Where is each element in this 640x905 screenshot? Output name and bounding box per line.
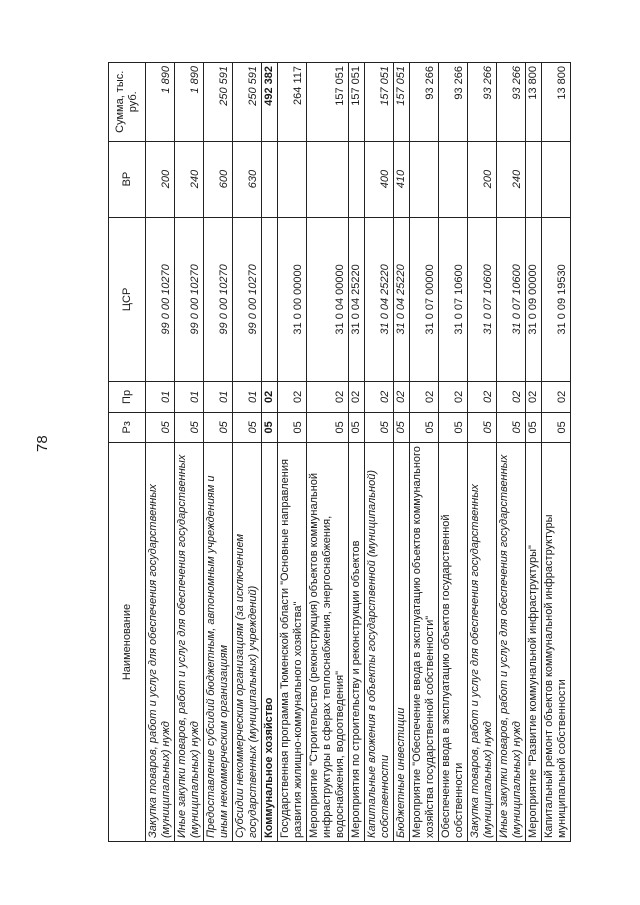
cell-name: Мероприятие "Развитие коммунальной инфраструктуры" xyxy=(526,443,542,842)
cell-rz: 05 xyxy=(526,412,542,442)
cell-pr: 02 xyxy=(439,382,468,412)
cell-name: Закупка товаров, работ и услуг для обеспечения государственных (муниципальных) нужд xyxy=(468,443,497,842)
cell-csr: 31 0 00 00000 xyxy=(278,217,307,382)
cell-name: Мероприятия по строительству и реконструкции объектов xyxy=(349,443,365,842)
cell-csr: 31 0 07 10600 xyxy=(497,217,526,382)
cell-name: Иные закупки товаров, работ и услуг для обеспечения государственных (муниципальных) нужд xyxy=(497,443,526,842)
cell-csr: 31 0 07 00000 xyxy=(410,217,439,382)
cell-sum: 1 890 xyxy=(175,63,204,142)
cell-pr: 02 xyxy=(394,382,410,412)
cell-vr: 240 xyxy=(175,141,204,217)
table-row xyxy=(204,63,233,842)
cell-rz: 05 xyxy=(307,412,349,442)
cell-csr: 31 0 04 25220 xyxy=(349,217,365,382)
cell-pr: 01 xyxy=(146,382,175,412)
cell-name: Бюджетные инвестиции xyxy=(394,443,410,842)
cell-pr: 02 xyxy=(468,382,497,412)
cell-csr: 99 0 00 10270 xyxy=(175,217,204,382)
cell-vr xyxy=(410,141,439,217)
cell-csr: 31 0 04 00000 xyxy=(307,217,349,382)
cell-rz: 05 xyxy=(439,412,468,442)
cell-sum: 157 051 xyxy=(307,63,349,142)
cell-vr: 630 xyxy=(233,141,262,217)
cell-rz: 05 xyxy=(204,412,233,442)
cell-csr: 31 0 04 25220 xyxy=(365,217,394,382)
cell-pr: 02 xyxy=(410,382,439,412)
header-vr: ВР xyxy=(109,141,146,217)
cell-csr: 99 0 00 10270 xyxy=(233,217,262,382)
cell-rz: 05 xyxy=(233,412,262,442)
cell-csr: 31 0 09 19530 xyxy=(542,217,571,382)
cell-pr: 02 xyxy=(262,382,278,412)
page-number: 78 xyxy=(34,435,51,452)
cell-name: Мероприятие "Строительство (реконструкция) объектов коммунальной инфраструктуры в сферах теплоснабжения, энергоснабжения, водоснабжения, водоотведения" xyxy=(307,443,349,842)
table-header-row xyxy=(109,63,146,842)
table-row xyxy=(394,63,410,842)
cell-vr: 240 xyxy=(497,141,526,217)
cell-pr: 01 xyxy=(233,382,262,412)
cell-rz: 05 xyxy=(542,412,571,442)
cell-vr xyxy=(439,141,468,217)
cell-rz: 05 xyxy=(468,412,497,442)
cell-name: Мероприятие "Обеспечение ввода в эксплуатацию объектов коммунального хозяйства государственной собственности" xyxy=(410,443,439,842)
table-row xyxy=(497,63,526,842)
cell-pr: 02 xyxy=(365,382,394,412)
cell-rz: 05 xyxy=(278,412,307,442)
cell-sum: 93 266 xyxy=(439,63,468,142)
header-sum: Сумма, тыс. руб. xyxy=(109,63,146,142)
cell-vr xyxy=(526,141,542,217)
cell-sum: 157 051 xyxy=(365,63,394,142)
cell-rz: 05 xyxy=(394,412,410,442)
header-name: Наименование xyxy=(109,443,146,842)
cell-name: Закупка товаров, работ и услуг для обеспечения государственных (муниципальных) нужд xyxy=(146,443,175,842)
cell-name: Государственная программа Тюменской области "Основные направления развития жилищно-коммунального хозяйства" xyxy=(278,443,307,842)
budget-table-container xyxy=(108,62,566,842)
cell-name: Обеспечение ввода в эксплуатацию объектов государственной собственности xyxy=(439,443,468,842)
cell-csr: 31 0 07 10600 xyxy=(468,217,497,382)
table-row xyxy=(262,63,278,842)
cell-sum: 13 800 xyxy=(542,63,571,142)
cell-csr: 31 0 07 10600 xyxy=(439,217,468,382)
cell-name: Коммунальное хозяйство xyxy=(262,443,278,842)
cell-pr: 01 xyxy=(204,382,233,412)
cell-sum: 93 266 xyxy=(410,63,439,142)
table-body xyxy=(146,63,571,842)
table-row xyxy=(233,63,262,842)
cell-sum: 93 266 xyxy=(468,63,497,142)
cell-sum: 250 591 xyxy=(204,63,233,142)
cell-name: Предоставление субсидий бюджетным, автономным учреждениям и иным некоммерческим организациям xyxy=(204,443,233,842)
cell-vr: 600 xyxy=(204,141,233,217)
cell-rz: 05 xyxy=(262,412,278,442)
table-row xyxy=(365,63,394,842)
budget-table xyxy=(108,62,571,842)
cell-rz: 05 xyxy=(365,412,394,442)
table-row xyxy=(278,63,307,842)
cell-vr: 410 xyxy=(394,141,410,217)
cell-pr: 02 xyxy=(278,382,307,412)
cell-pr: 02 xyxy=(497,382,526,412)
cell-sum: 13 800 xyxy=(526,63,542,142)
cell-pr: 02 xyxy=(542,382,571,412)
cell-pr: 01 xyxy=(175,382,204,412)
cell-csr: 31 0 09 00000 xyxy=(526,217,542,382)
table-row xyxy=(146,63,175,842)
cell-pr: 02 xyxy=(526,382,542,412)
cell-csr: 99 0 00 10270 xyxy=(204,217,233,382)
cell-pr: 02 xyxy=(349,382,365,412)
cell-csr xyxy=(262,217,278,382)
cell-vr xyxy=(542,141,571,217)
cell-rz: 05 xyxy=(349,412,365,442)
cell-name: Субсидии некоммерческим организациям (за исключением государственных (муниципальных) учреждений) xyxy=(233,443,262,842)
cell-vr xyxy=(278,141,307,217)
cell-sum: 157 051 xyxy=(349,63,365,142)
header-csr: ЦСР xyxy=(109,217,146,382)
cell-csr: 31 0 04 25220 xyxy=(394,217,410,382)
cell-vr: 400 xyxy=(365,141,394,217)
table-row xyxy=(526,63,542,842)
cell-name: Капитальные вложения в объекты государственной (муниципальной) собственности xyxy=(365,443,394,842)
cell-sum: 492 382 xyxy=(262,63,278,142)
cell-csr: 99 0 00 10270 xyxy=(146,217,175,382)
table-row xyxy=(468,63,497,842)
cell-sum: 93 266 xyxy=(497,63,526,142)
cell-sum: 157 051 xyxy=(394,63,410,142)
cell-rz: 05 xyxy=(146,412,175,442)
table-row xyxy=(349,63,365,842)
cell-sum: 1 890 xyxy=(146,63,175,142)
cell-name: Капитальный ремонт объектов коммунальной инфраструктуры муниципальной собственности xyxy=(542,443,571,842)
cell-vr: 200 xyxy=(468,141,497,217)
table-row xyxy=(439,63,468,842)
header-pr: Пр xyxy=(109,382,146,412)
cell-vr xyxy=(349,141,365,217)
table-row xyxy=(175,63,204,842)
cell-rz: 05 xyxy=(175,412,204,442)
cell-rz: 05 xyxy=(497,412,526,442)
header-rz: Рз xyxy=(109,412,146,442)
table-row xyxy=(410,63,439,842)
cell-name: Иные закупки товаров, работ и услуг для обеспечения государственных (муниципальных) нужд xyxy=(175,443,204,842)
cell-vr: 200 xyxy=(146,141,175,217)
table-row xyxy=(307,63,349,842)
cell-rz: 05 xyxy=(410,412,439,442)
cell-vr xyxy=(262,141,278,217)
cell-sum: 250 591 xyxy=(233,63,262,142)
cell-vr xyxy=(307,141,349,217)
cell-pr: 02 xyxy=(307,382,349,412)
table-row xyxy=(542,63,571,842)
cell-sum: 264 117 xyxy=(278,63,307,142)
